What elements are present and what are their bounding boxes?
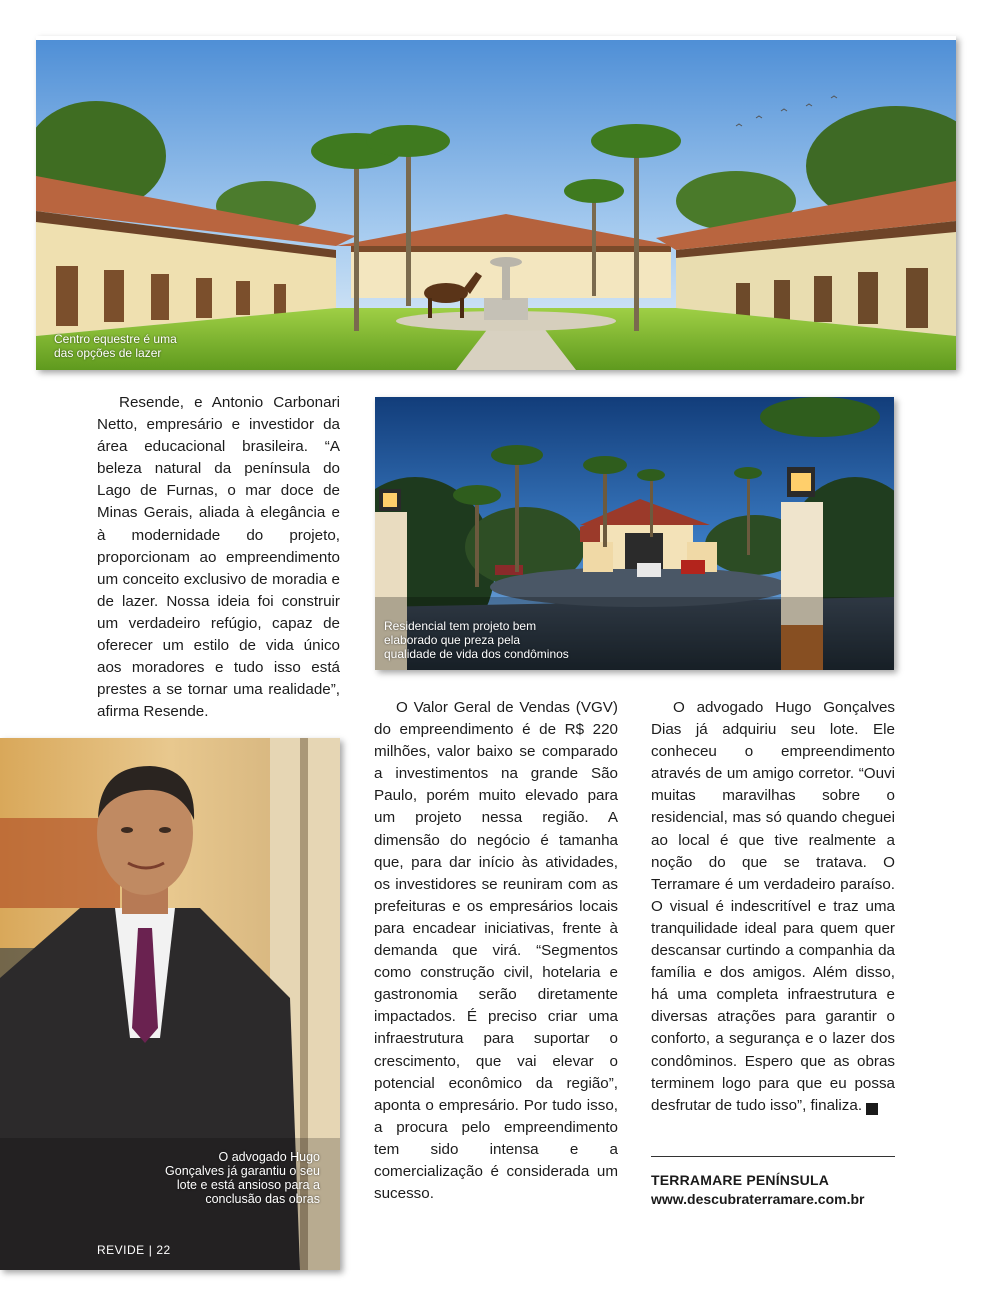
article-paragraph: O Valor Geral de Vendas (VGV) do empreendimento é de R$ 220 milhões, valor baixo se comparado a investimentos na grande São Paulo, porém muito elevado para um projeto nessa região. A dimensão do negócio é tamanha que, para dar início às atividades, os investidores se reuniram com as prefeituras e os empresários locais para encadear iniciativas, frente à demanda que virá. “Segmentos como construção civil, hotelaria e gastronomia serão diretamente impactados. É preciso criar uma infraestrutura para suportar o crescimento, que vai elevar o potencial econômico da região”, aponta o empresário. Por tudo isso, a procura pelo empreendimento tem sido intensa e a comercialização é considerada um sucesso. [374, 699, 618, 1203]
article-paragraph [651, 697, 895, 1117]
equestrian-center-illustration [36, 36, 956, 370]
article-column-right [651, 697, 895, 1117]
caption-line: Residencial tem projeto bem [384, 619, 537, 633]
folio-separator: | [148, 1243, 153, 1257]
source-divider [651, 1156, 895, 1157]
caption-line: Gonçalves já garantiu o seu [165, 1164, 320, 1178]
lawyer-portrait-caption [165, 1150, 320, 1206]
lawyer-portrait-photo [0, 738, 340, 1270]
caption-line: das opções de lazer [54, 346, 162, 360]
residential-entrance-photo [375, 397, 894, 670]
source-title: TERRAMARE PENÍNSULA [651, 1172, 830, 1188]
article-column-left [97, 392, 340, 723]
source-website-link[interactable]: www.descubraterramare.com.br [651, 1191, 865, 1207]
caption-line: O advogado Hugo [218, 1150, 320, 1164]
equestrian-center-caption [54, 332, 177, 360]
residential-entrance-caption [384, 619, 569, 661]
article-paragraph-text: O advogado Hugo Gonçalves Dias já adquiriu seu lote. Ele conheceu o empreendimento através de um amigo corretor. “Ouvi muitas maravilhas sobre o residencial, mas só quando cheguei ao local é que tive realmente a noção do que se tratava. O Terramare é um verdadeiro paraíso. O visual é indescritível e traz uma tranquilidade ideal para quem quer descansar curtindo a companhia da família e dos amigos. Além disso, há uma completa infraestrutura e diversas atrações para garantir o conforto, a segurança e o lazer dos condôminos. Espero que as obras terminem logo para que eu possa desfrutar de tudo isso”, finaliza. [651, 699, 895, 1114]
caption-line: lote e está ansioso para a [176, 1178, 320, 1192]
caption-line: qualidade de vida dos condôminos [384, 647, 569, 661]
page-folio [97, 1243, 171, 1257]
article-paragraph: Resende, e Antonio Carbonari Netto, empresário e investidor da área educacional brasileira. “A beleza natural da península do Lago de Furnas, o mar doce de Minas Gerais, aliada à elegância e à modernidade do projeto, proporcionam ao empreendimento um conceito exclusivo de moradia e de lazer. Nossa ideia foi construir um verdadeiro refúgio, capaz de oferecer um estilo de vida único aos moradores e tudo isso está prestes a se tornar uma realidade”, afirma Resende. [97, 394, 340, 721]
caption-line: Centro equestre é uma [54, 332, 177, 346]
caption-line: conclusão das obras [205, 1192, 320, 1206]
page-number: 22 [156, 1243, 171, 1257]
end-of-article-mark: r [866, 1103, 878, 1115]
equestrian-center-photo [36, 36, 956, 370]
magazine-name: REVIDE [97, 1243, 145, 1257]
article-column-middle [374, 697, 618, 1205]
caption-line: elaborado que preza pela [384, 633, 521, 647]
